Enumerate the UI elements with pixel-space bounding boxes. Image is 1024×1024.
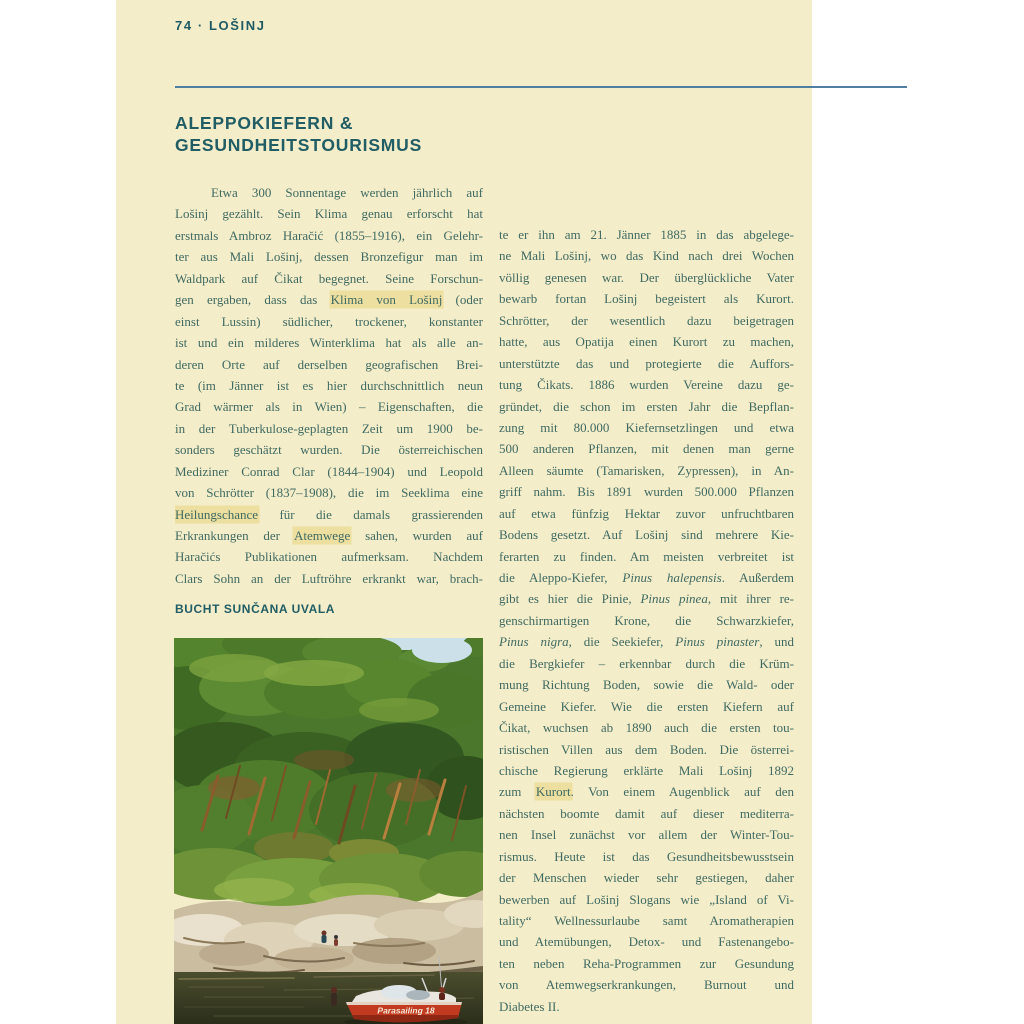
text-line: deren Orte auf derselben geografischen Brei- <box>175 356 483 372</box>
text-line: einst Lussin) südlicher, trockener, konstanter <box>175 313 483 329</box>
italic-text: Pinus halepensis <box>622 570 722 585</box>
highlighted-text: Kurort <box>535 784 571 800</box>
article-title-line-1: ALEPPOKIEFERN & <box>175 113 354 133</box>
text-line: griff nahm. Bis 1891 wurden 500.000 Pflanzen <box>499 484 794 500</box>
text-line: Diabetes II. <box>499 998 560 1014</box>
text-line: Waldpark auf Čikat begegnet. Seine Forschun- <box>175 270 483 286</box>
text-line: Pinus nigra, die Seekiefer, Pinus pinaster, und <box>499 634 794 650</box>
text-line: Etwa 300 Sonnentage werden jährlich auf <box>211 185 483 200</box>
text-line: auf etwa fünfzig Hektar zuvor unfruchtbaren <box>499 505 794 521</box>
text-line: ten neben Reha-Programmen zur Gesundung <box>499 955 794 971</box>
bay-photo-illustration <box>174 638 483 1024</box>
header-rule <box>175 86 907 88</box>
bay-photo <box>174 638 483 1024</box>
text-line: von Schrötter (1837–1908), die im Seeklima eine <box>175 485 483 501</box>
text-line: chische Regierung erklärte Mali Lošinj 1892 <box>499 762 794 778</box>
text-line: Gemeine Kiefer. Wie die ersten Kiefern auf <box>499 698 794 714</box>
text-line: zum Kurort. Von einem Augenblick auf den <box>499 784 794 800</box>
boat-label: Parasailing 18 <box>377 1005 435 1016</box>
text-line: nächsten boomte damit auf dieser mediterra- <box>499 805 794 821</box>
text-line: gen ergaben, dass das Klima von Lošinj (oder <box>175 292 483 308</box>
text-line: von Atemwegserkrankungen, Burnout und <box>499 977 794 993</box>
text-line: Alleen säumte (Tamarisken, Zypressen), in An- <box>499 462 794 478</box>
text-line: ter aus Mali Lošinj, dessen Bronzefigur man im <box>175 249 483 265</box>
text-line: völlig genesen war. Der überglückliche Vater <box>499 269 794 285</box>
text-line: tality“ Wellnessurlaube samt Aromatherapien <box>499 913 794 928</box>
text-line: Erkrankungen der Atemwege sahen, wurden auf <box>175 528 483 543</box>
text-line: Grad wärmer als in Wien) – Eigenschaften, die <box>175 399 483 415</box>
text-line: die Aleppo-Kiefer, Pinus halepensis. Außerdem <box>499 570 794 585</box>
text-line: und Atemübungen, Detox- und Fastenangebo- <box>499 934 794 950</box>
text-line: die Bergkiefer – erkennbar durch die Krüm- <box>499 655 794 671</box>
text-line: sonders geschätzt wurden. Die österreichischen <box>175 442 483 458</box>
right-column <box>499 224 794 1017</box>
italic-text: Pinus pinaster <box>675 634 760 650</box>
text-line: Čikat, wuchsen ab 1890 auch die ersten tou- <box>499 720 794 736</box>
text-line: gibt es hier die Pinie, Pinus pinea, mit ihrer re- <box>499 591 794 607</box>
text-line: 500 anderen Pflanzen, mit denen man gerne <box>499 441 794 457</box>
text-line: te (im Jänner ist es hier durchschnittlich neun <box>175 377 483 393</box>
left-column <box>175 182 483 589</box>
text-line: ferarten zu finden. Am meisten verbreitet ist <box>499 548 794 564</box>
text-line: Haračićs Publikationen aufmerksam. Nachdem <box>175 549 483 565</box>
article-title <box>175 112 422 156</box>
text-line: Lošinj gezählt. Sein Klima genau erforscht hat <box>175 206 483 222</box>
text-line: genschirmartigen Krone, die Schwarzkiefer, <box>499 612 794 628</box>
text-line: Bodens gesetzt. Auf Lošinj sind mehrere Kie- <box>499 527 794 543</box>
text-line: ne Mali Lošinj, wo das Kind nach drei Wochen <box>499 248 794 264</box>
text-line: in der Tuberkulose-geplagten Zeit um 1900 be- <box>175 420 483 436</box>
text-line: der Menschen wieder sehr gestiegen, daher <box>499 870 794 886</box>
text-line: bewerben auf Lošinj Slogans wie „Island of Vi- <box>499 891 794 907</box>
photo-caption: BUCHT SUNČANA UVALA <box>175 602 336 616</box>
text-line: rismus. Heute ist das Gesundheitsbewusstsein <box>499 848 794 864</box>
text-line: ist und ein milderes Winterklima hat als alle an- <box>175 335 483 351</box>
text-line: tung Čikats. 1886 wurden Vereine dazu ge- <box>499 377 794 393</box>
text-line: te er ihn am 21. Jänner 1885 in das abgelege- <box>499 227 794 242</box>
text-line: mung Richtung Boden, sowie die Wald- oder <box>499 677 794 693</box>
text-line: Schrötter, der wesentlich dazu beigetragen <box>499 312 794 328</box>
text-line: erstmals Ambroz Haračić (1855–1916), ein Gelehr- <box>175 227 483 243</box>
highlighted-text: Heilungschance <box>175 506 259 522</box>
text-line: Heilungschance für die damals grassierenden <box>175 506 483 522</box>
highlighted-text: Klima von Lošinj <box>330 292 443 308</box>
text-line: unterstützte das und protegierte die Auffors- <box>499 355 794 371</box>
text-line: ristischen Villen aus dem Boden. Die österrei- <box>499 741 794 757</box>
article-title-line-2: GESUNDHEITSTOURISMUS <box>175 135 423 155</box>
text-line: nen Insel zunächst vor allem der Winter-Tou- <box>499 827 794 843</box>
text-line: Mediziner Conrad Clar (1844–1904) und Leopold <box>175 463 483 479</box>
highlighted-text: Atemwege <box>294 528 351 543</box>
italic-text: Pinus nigra <box>499 634 569 650</box>
page-number-header: 74 · LOŠINJ <box>175 18 266 33</box>
text-line: bewarb fortan Lošinj begeistert als Kurort. <box>499 291 794 307</box>
text-line: hatte, aus Opatija einen Kurort zu machen, <box>499 334 794 350</box>
italic-text: Pinus pinea <box>640 591 708 607</box>
text-line: gründet, die schon im ersten Jahr die Bepflan- <box>499 398 794 414</box>
text-line: zung mit 80.000 Kiefernsetzlingen und etwa <box>499 419 794 435</box>
text-line: Clars Sohn an der Luftröhre erkrankt war, brach- <box>175 570 483 586</box>
